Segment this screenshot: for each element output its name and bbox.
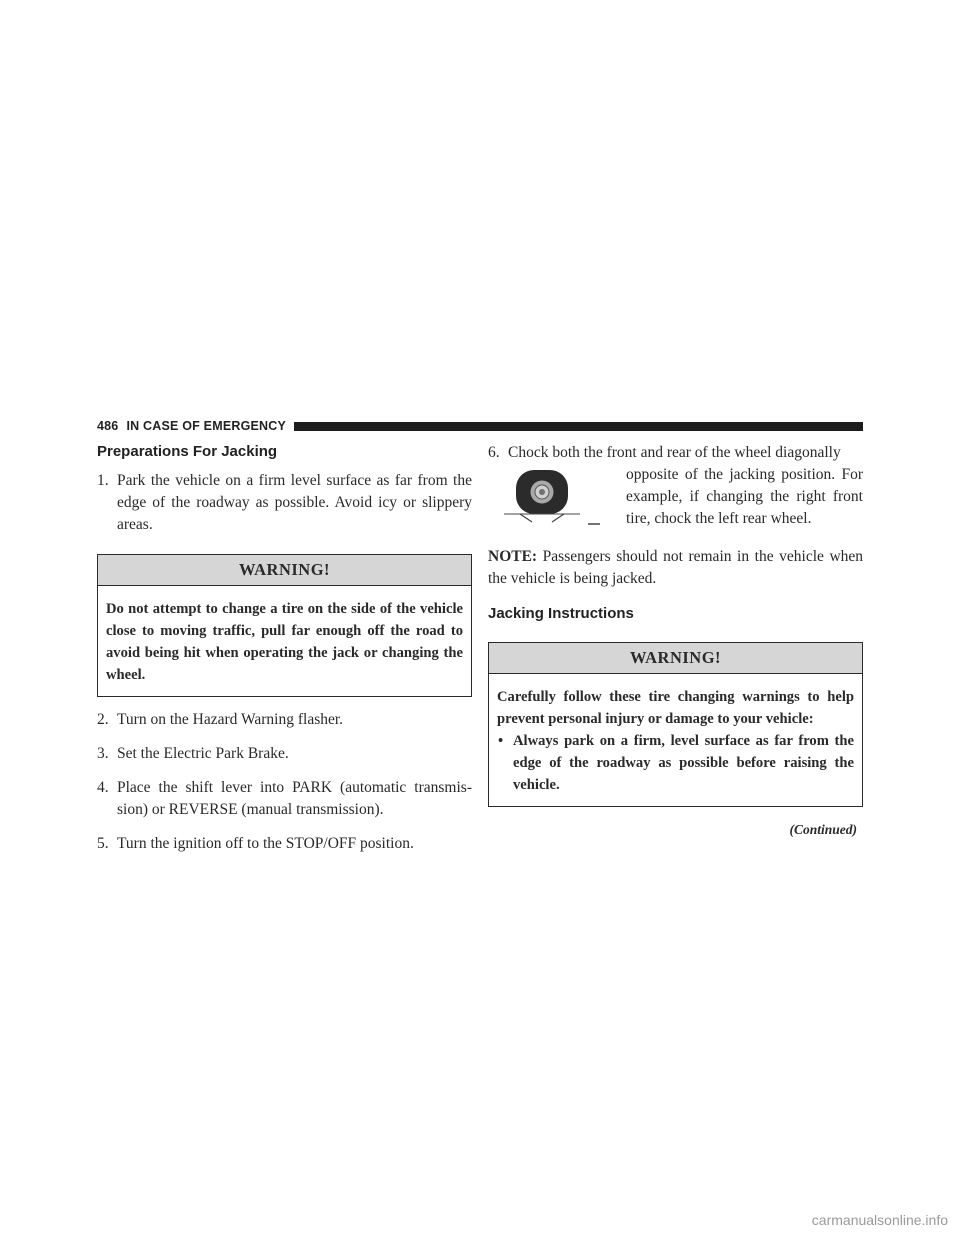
note-text: Passengers should not remain in the vehicle when the vehicle is being jacked. (488, 548, 864, 587)
step-6-rest-text: opposite of the jacking position. For example, if changing the right front tire, chock the left rear wheel. (626, 466, 863, 527)
wheel-chock-diagram-icon (488, 464, 626, 528)
warning-box-left (97, 554, 472, 697)
warning-text: Do not attempt to change a tire on the side of the vehicle close to moving traffic, pull far enough off the road to avoid being hit when operating the jack or changing the wheel. (106, 601, 463, 683)
step-5 (97, 833, 472, 855)
note-paragraph (488, 546, 863, 590)
step-number: 3. (97, 745, 109, 762)
step-6 (488, 442, 863, 530)
step-number: 5. (97, 835, 109, 852)
step-text: Park the vehicle on a firm level surface as far from the edge of the roadway as possible. Avoid icy or slippery areas. (117, 472, 472, 533)
step-number: 1. (97, 472, 109, 489)
watermark: carmanualsonline.info (811, 1212, 948, 1228)
step-6-first-line (488, 442, 863, 464)
warning-box-right (488, 642, 863, 807)
step-number: 6. (488, 444, 500, 461)
right-column (488, 442, 863, 841)
warning-title: WARNING! (98, 555, 471, 586)
page-header (97, 417, 863, 435)
step-text: Set the Electric Park Brake. (117, 745, 289, 762)
preparations-heading: Preparations For Jacking (97, 443, 278, 460)
step-text: Place the shift lever into PARK (automatic transmis-sion) or REVERSE (manual transmission). (117, 779, 472, 818)
left-column (97, 442, 472, 867)
step-6-body (488, 464, 863, 530)
bullet-text: Always park on a firm, level surface as far from the edge of the roadway as possible before raising the vehicle. (513, 733, 854, 793)
step-4 (97, 777, 472, 821)
step-3 (97, 743, 472, 765)
jacking-instructions-heading: Jacking Instructions (488, 605, 634, 622)
step-text: Chock both the front and rear of the wheel diagonally (508, 444, 841, 461)
step-1 (97, 470, 472, 536)
step-number: 2. (97, 711, 109, 728)
bullet-icon: • (498, 733, 504, 749)
step-text: Turn on the Hazard Warning flasher. (117, 711, 344, 728)
note-label: NOTE: (488, 548, 538, 565)
warning-title: WARNING! (489, 643, 862, 674)
warning-intro: Carefully follow these tire changing warnings to help prevent personal injury or damage to your vehicle: (497, 689, 854, 727)
warning-body (489, 674, 862, 806)
step-number: 4. (97, 779, 109, 796)
continued-label: (Continued) (789, 822, 857, 837)
step-2 (97, 709, 472, 731)
section-title: IN CASE OF EMERGENCY (126, 419, 287, 433)
page-number: 486 (97, 419, 119, 433)
header-rule (294, 422, 863, 431)
step-text: Turn the ignition off to the STOP/OFF position. (117, 835, 414, 852)
warning-bullet (497, 730, 854, 796)
